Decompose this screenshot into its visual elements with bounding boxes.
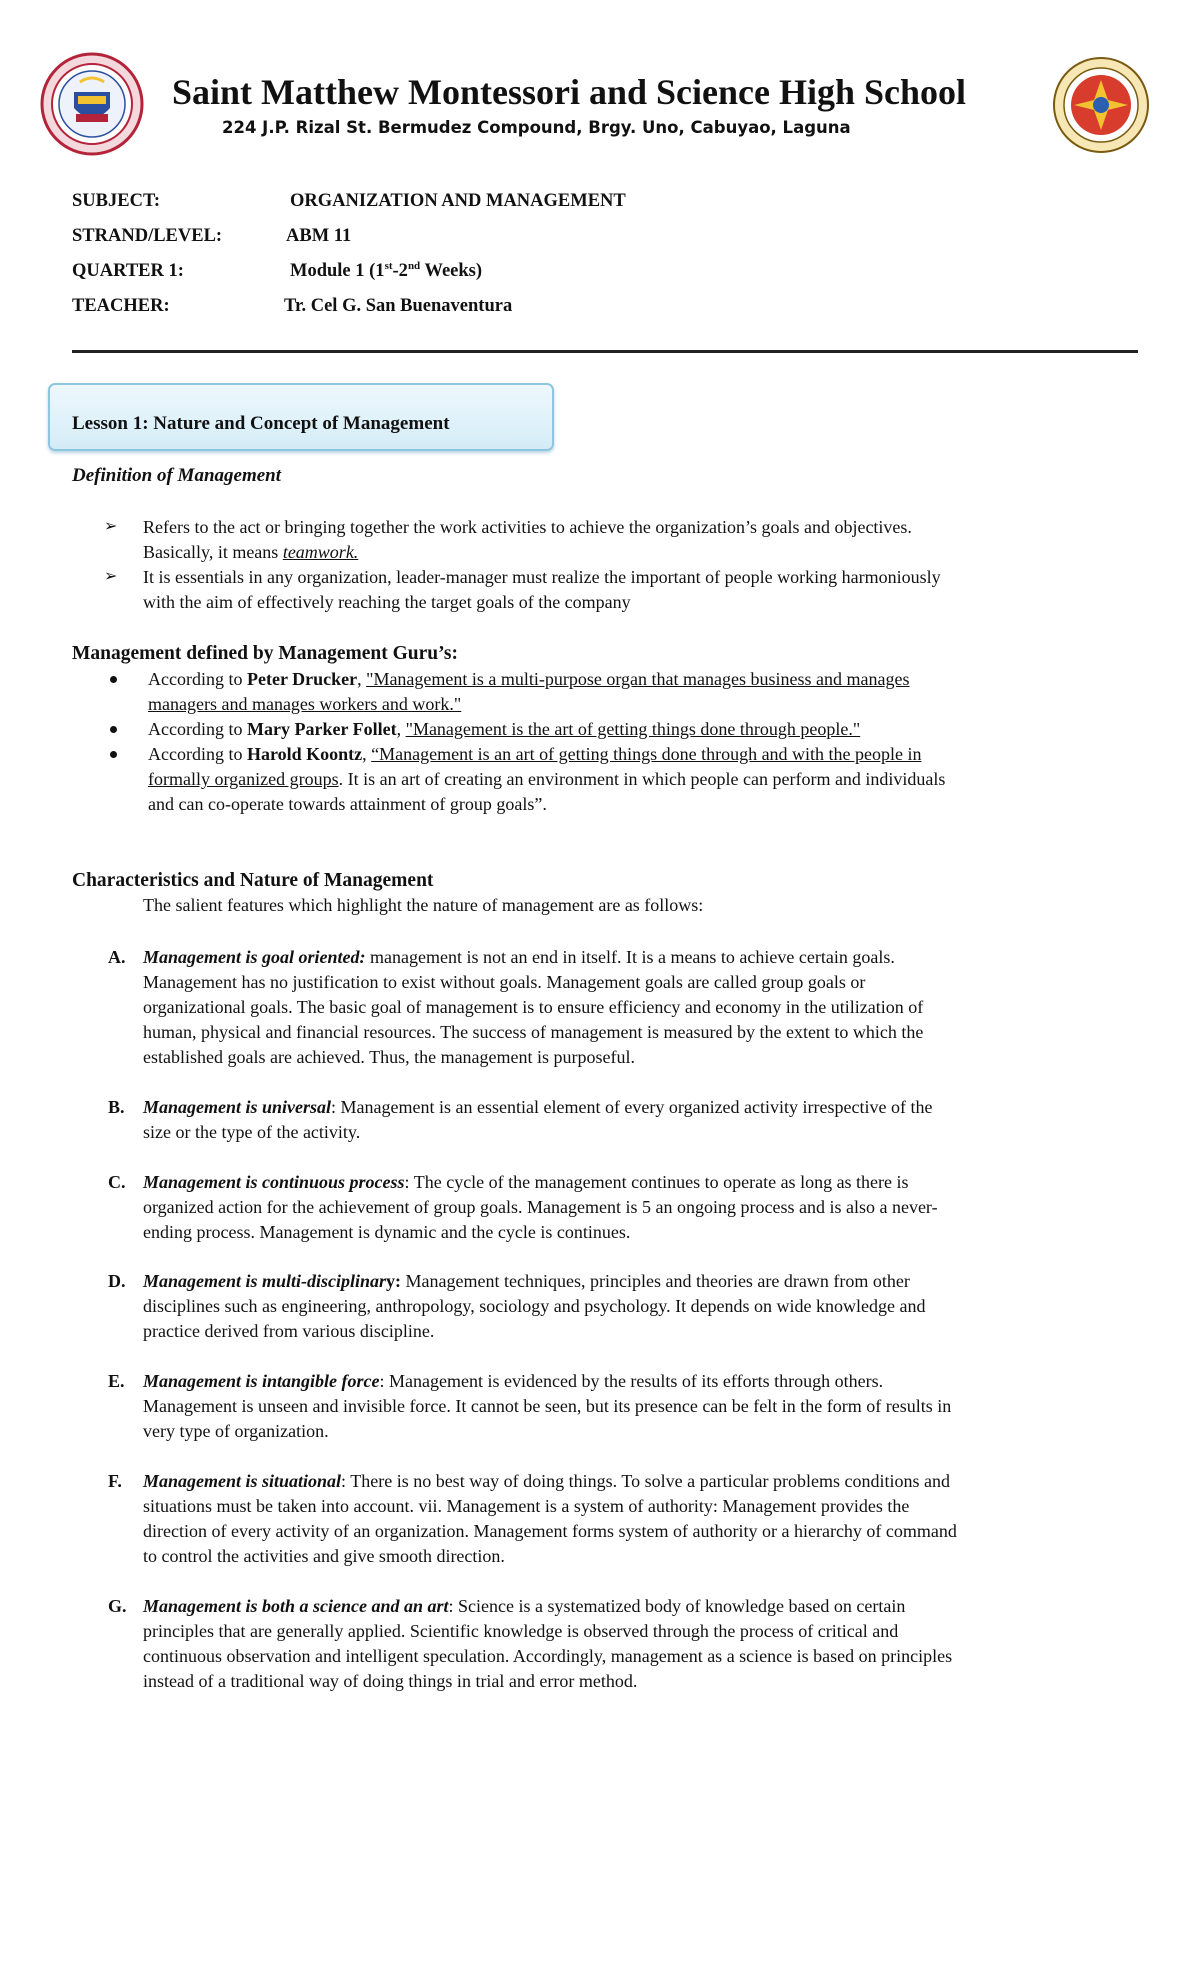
strand-value: ABM 11 <box>286 226 352 246</box>
strand-label: STRAND/LEVEL: <box>72 226 223 246</box>
characteristic-g: Management is both a science and an art: Science is a systematized body of knowledge based on certain principles that are generally applied. Scientific knowledge is observed through the process of critical and continuous observation and intelligent speculation. Accordingly, management as a science is based on principles instead of a traditional way of doing things in trial and error method. <box>143 1596 953 1691</box>
guru-item-drucker: According to Peter Drucker, "Management is a multi-purpose organ that manages business and manages managers and manages workers and work." <box>148 669 910 714</box>
characteristic-a: Management is goal oriented: management is not an end in itself. It is a means to achieve certain goals. Management has no justification to exist without goals. Management goals are called group goals or organizational goals. The basic goal of management is to ensure efficiency and economy in the utilization of human, physical and financial resources. The success of management is measured by the extent to which the established goals are achieved. Thus, the management is purposeful. <box>143 947 924 1067</box>
bullet-dot-icon <box>110 751 117 758</box>
item-letter: C. <box>108 1172 126 1192</box>
bullet-dot-icon <box>110 726 117 733</box>
teacher-label: TEACHER: <box>72 296 170 316</box>
item-letter: F. <box>108 1471 122 1491</box>
horizontal-divider <box>72 350 1138 353</box>
item-letter: E. <box>108 1371 125 1391</box>
definition-item-2: It is essentials in any organization, leader-manager must realize the important of people working harmoniously with the aim of effectively reaching the target goals of the company <box>143 567 941 612</box>
teacher-value: Tr. Cel G. San Buenaventura <box>284 296 513 316</box>
gurus-heading: Management defined by Management Guru’s: <box>72 643 459 664</box>
lesson-title: Lesson 1: Nature and Concept of Management <box>72 413 450 434</box>
subject-label: SUBJECT: <box>72 191 161 211</box>
arrow-bullet-icon: ➢ <box>104 566 118 585</box>
characteristic-f: Management is situational: There is no best way of doing things. To solve a particular problems conditions and situations must be taken into account. vii. Management is a system of authority: Management provides the direction of every activity of an organization. Management forms system of authority or a hierarchy of command to control the activities and give smooth direction. <box>143 1471 957 1566</box>
characteristic-d: Management is multi-disciplinary: Management techniques, principles and theories are drawn from other disciplines such as engineering, anthropology, sociology and psychology. It depends on wide knowledge and practice derived from various discipline. <box>143 1271 926 1341</box>
characteristics-heading: Characteristics and Nature of Management <box>72 870 434 891</box>
item-letter: B. <box>108 1097 125 1117</box>
guru-item-follet: According to Mary Parker Follet, "Management is the art of getting things done through people." <box>148 719 861 739</box>
school-name: Saint Matthew Montessori and Science High School <box>172 72 967 112</box>
deped-seal-logo <box>1052 56 1150 154</box>
definition-heading: Definition of Management <box>72 465 282 486</box>
characteristic-e: Management is intangible force: Management is evidenced by the results of its efforts through others. Management is unseen and invisible force. It cannot be seen, but its presence can be felt in the form of results in very type of organization. <box>143 1371 952 1441</box>
quarter-value: Module 1 (1st-2nd Weeks) <box>290 259 483 281</box>
quarter-label: QUARTER 1: <box>72 261 184 281</box>
characteristic-c: Management is continuous process: The cycle of the management continues to operate as long as there is organized action for the achievement of group goals. Management is 5 an ongoing process and is also a never- ending process. Management is dynamic and the cycle is continues. <box>143 1172 938 1242</box>
characteristic-b: Management is universal: Management is an essential element of every organized activity irrespective of the size or the type of the activity. <box>143 1097 933 1142</box>
school-seal-logo <box>40 52 144 156</box>
arrow-bullet-icon: ➢ <box>104 516 118 535</box>
definition-item-1: Refers to the act or bringing together the work activities to achieve the organization’s goals and objectives. Basically, it means teamwork. <box>143 517 912 562</box>
item-letter: G. <box>108 1596 127 1616</box>
bullet-dot-icon <box>110 676 117 683</box>
item-letter: A. <box>108 947 126 967</box>
guru-item-koontz: According to Harold Koontz, “Management is an art of getting things done through and with the people in formally organized groups. It is an art of creating an environment in which people can perform and individuals and can co-operate towards attainment of group goals”. <box>148 744 946 814</box>
item-letter: D. <box>108 1271 126 1291</box>
characteristics-intro: The salient features which highlight the nature of management are as follows: <box>143 895 704 915</box>
school-address: 224 J.P. Rizal St. Bermudez Compound, Brgy. Uno, Cabuyao, Laguna <box>222 118 851 137</box>
subject-value: ORGANIZATION AND MANAGEMENT <box>290 191 626 211</box>
